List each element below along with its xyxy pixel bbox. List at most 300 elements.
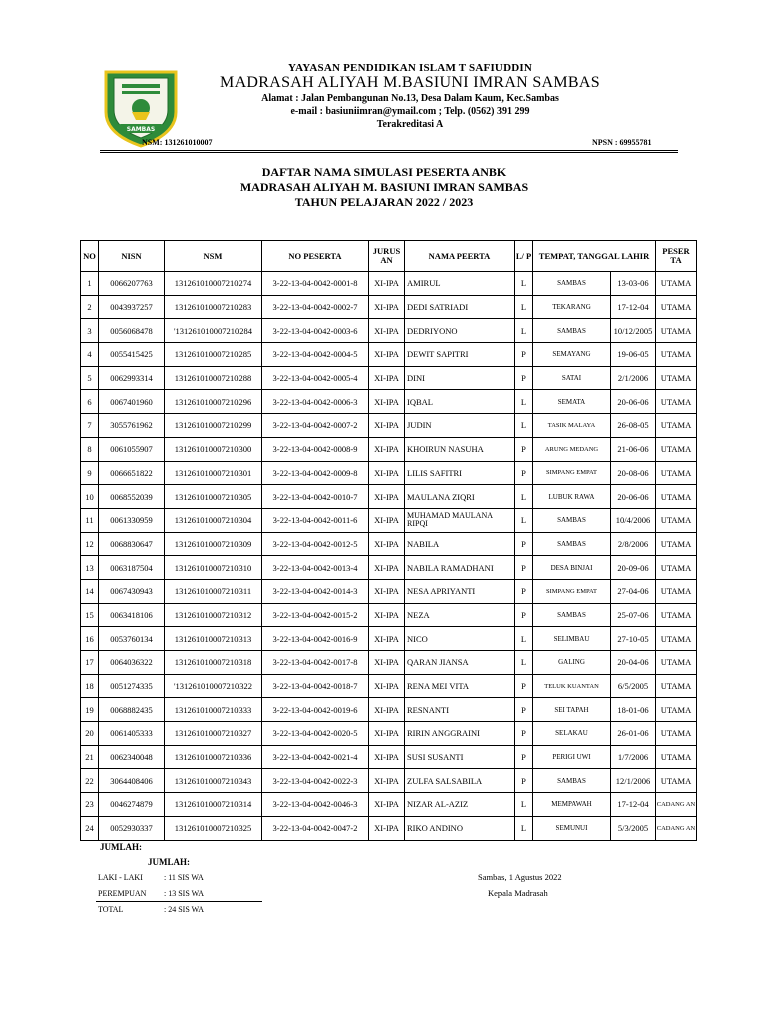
table-row bbox=[81, 272, 697, 296]
cell-no: 18 bbox=[81, 674, 99, 698]
cell-tempat: LUBUK RAWA bbox=[533, 485, 611, 509]
cell-nama: MUHAMAD MAULANA RIPQI bbox=[405, 508, 515, 532]
cell-tanggal: 12/1/2006 bbox=[611, 769, 656, 793]
cell-no-peserta: 3-22-13-04-0042-0014-3 bbox=[262, 579, 369, 603]
cell-nisn: 0066207763 bbox=[99, 272, 165, 296]
cell-status: UTAMA bbox=[656, 485, 697, 509]
cell-tanggal: 27-10-05 bbox=[611, 627, 656, 651]
foundation-name: YAYASAN PENDIDIKAN ISLAM T SAFIUDDIN bbox=[288, 62, 532, 74]
cell-lp: L bbox=[515, 485, 533, 509]
table-row bbox=[81, 343, 697, 367]
cell-lp: L bbox=[515, 390, 533, 414]
cell-status: UTAMA bbox=[656, 366, 697, 390]
cell-lp: L bbox=[515, 651, 533, 675]
cell-nama: NESA APRIYANTI bbox=[405, 579, 515, 603]
cell-tanggal: 26-01-06 bbox=[611, 722, 656, 746]
title-line-1: DAFTAR NAMA SIMULASI PESERTA ANBK bbox=[261, 165, 507, 179]
cell-nisn: 0068882435 bbox=[99, 698, 165, 722]
cell-no: 22 bbox=[81, 769, 99, 793]
svg-text:SAMBAS: SAMBAS bbox=[126, 126, 156, 133]
cell-no: 23 bbox=[81, 793, 99, 817]
cell-nsm: 131261010007210310 bbox=[165, 556, 262, 580]
cell-nisn: 0067430943 bbox=[99, 579, 165, 603]
cell-no: 21 bbox=[81, 745, 99, 769]
cell-jurusan: XI-IPA bbox=[369, 698, 405, 722]
cell-no-peserta: 3-22-13-04-0042-0006-3 bbox=[262, 390, 369, 414]
table-row bbox=[81, 414, 697, 438]
cell-tanggal: 27-04-06 bbox=[611, 579, 656, 603]
cell-status: CADANG AN bbox=[656, 793, 697, 817]
cell-status: UTAMA bbox=[656, 603, 697, 627]
cell-status: UTAMA bbox=[656, 343, 697, 367]
summary-laki-label: LAKI - LAKI bbox=[98, 873, 143, 882]
cell-jurusan: XI-IPA bbox=[369, 272, 405, 296]
cell-jurusan: XI-IPA bbox=[369, 508, 405, 532]
cell-no: 20 bbox=[81, 722, 99, 746]
cell-status: UTAMA bbox=[656, 722, 697, 746]
summary-jumlah-1: JUMLAH: bbox=[100, 842, 142, 852]
cell-status: UTAMA bbox=[656, 556, 697, 580]
cell-nsm: 131261010007210296 bbox=[165, 390, 262, 414]
cell-no: 24 bbox=[81, 816, 99, 840]
cell-nama: RIRIN ANGGRAINI bbox=[405, 722, 515, 746]
npsn-number: NPSN : 69955781 bbox=[592, 138, 652, 147]
cell-nisn: 0043937257 bbox=[99, 295, 165, 319]
cell-no-peserta: 3-22-13-04-0042-0011-6 bbox=[262, 508, 369, 532]
table-row bbox=[81, 366, 697, 390]
cell-tanggal: 19-06-05 bbox=[611, 343, 656, 367]
table-row bbox=[81, 532, 697, 556]
cell-nsm: 131261010007210283 bbox=[165, 295, 262, 319]
cell-nisn: 3055761962 bbox=[99, 414, 165, 438]
cell-jurusan: XI-IPA bbox=[369, 674, 405, 698]
col-no-peserta: NO PESERTA bbox=[262, 241, 369, 272]
cell-nsm: 131261010007210300 bbox=[165, 437, 262, 461]
cell-no: 10 bbox=[81, 485, 99, 509]
cell-nsm: 131261010007210318 bbox=[165, 651, 262, 675]
cell-nsm: 131261010007210311 bbox=[165, 579, 262, 603]
cell-nama: DEDRIYONO bbox=[405, 319, 515, 343]
cell-jurusan: XI-IPA bbox=[369, 532, 405, 556]
table-row bbox=[81, 698, 697, 722]
cell-jurusan: XI-IPA bbox=[369, 722, 405, 746]
cell-no-peserta: 3-22-13-04-0042-0009-8 bbox=[262, 461, 369, 485]
cell-nisn: 0062993314 bbox=[99, 366, 165, 390]
cell-no-peserta: 3-22-13-04-0042-0003-6 bbox=[262, 319, 369, 343]
cell-status: UTAMA bbox=[656, 414, 697, 438]
cell-nisn: 0066651822 bbox=[99, 461, 165, 485]
cell-nama: RIKO ANDINO bbox=[405, 816, 515, 840]
cell-no: 3 bbox=[81, 319, 99, 343]
cell-tanggal: 20-08-06 bbox=[611, 461, 656, 485]
cell-no: 12 bbox=[81, 532, 99, 556]
cell-nama: RENA MEI VITA bbox=[405, 674, 515, 698]
cell-no-peserta: 3-22-13-04-0042-0017-8 bbox=[262, 651, 369, 675]
signature-position: Kepala Madrasah bbox=[488, 888, 548, 898]
col-jurusan: JURUS AN bbox=[369, 241, 405, 272]
cell-status: UTAMA bbox=[656, 674, 697, 698]
cell-nsm: '131261010007210284 bbox=[165, 319, 262, 343]
cell-tanggal: 1/7/2006 bbox=[611, 745, 656, 769]
cell-lp: P bbox=[515, 745, 533, 769]
col-no: NO bbox=[81, 241, 99, 272]
col-nsm: NSM bbox=[165, 241, 262, 272]
cell-tempat: DESA BINJAI bbox=[533, 556, 611, 580]
cell-no-peserta: 3-22-13-04-0042-0012-5 bbox=[262, 532, 369, 556]
cell-nisn: 0061405333 bbox=[99, 722, 165, 746]
table-row bbox=[81, 651, 697, 675]
cell-no-peserta: 3-22-13-04-0042-0018-7 bbox=[262, 674, 369, 698]
summary-jumlah-2: JUMLAH: bbox=[148, 857, 190, 867]
cell-nama: NABILA bbox=[405, 532, 515, 556]
cell-nsm: 131261010007210305 bbox=[165, 485, 262, 509]
cell-tempat: GALING bbox=[533, 651, 611, 675]
table-row bbox=[81, 319, 697, 343]
cell-no-peserta: 3-22-13-04-0042-0008-9 bbox=[262, 437, 369, 461]
cell-lp: P bbox=[515, 722, 533, 746]
cell-jurusan: XI-IPA bbox=[369, 603, 405, 627]
title-line-2: MADRASAH ALIYAH M. BASIUNI IMRAN SAMBAS bbox=[239, 180, 529, 194]
cell-lp: P bbox=[515, 343, 533, 367]
cell-nama: SUSI SUSANTI bbox=[405, 745, 515, 769]
cell-nama: DINI bbox=[405, 366, 515, 390]
table-row bbox=[81, 508, 697, 532]
cell-status: UTAMA bbox=[656, 698, 697, 722]
cell-lp: P bbox=[515, 437, 533, 461]
cell-lp: L bbox=[515, 627, 533, 651]
cell-lp: L bbox=[515, 272, 533, 296]
col-nama: NAMA PEERTA bbox=[405, 241, 515, 272]
cell-nsm: 131261010007210301 bbox=[165, 461, 262, 485]
cell-no: 17 bbox=[81, 651, 99, 675]
cell-no: 5 bbox=[81, 366, 99, 390]
cell-nisn: 0062340048 bbox=[99, 745, 165, 769]
cell-nsm: 131261010007210288 bbox=[165, 366, 262, 390]
cell-tempat: SELAKAU bbox=[533, 722, 611, 746]
cell-nsm: 131261010007210299 bbox=[165, 414, 262, 438]
cell-no-peserta: 3-22-13-04-0042-0022-3 bbox=[262, 769, 369, 793]
cell-lp: L bbox=[515, 816, 533, 840]
cell-nisn: 0056068478 bbox=[99, 319, 165, 343]
cell-jurusan: XI-IPA bbox=[369, 295, 405, 319]
cell-jurusan: XI-IPA bbox=[369, 461, 405, 485]
cell-no-peserta: 3-22-13-04-0042-0019-6 bbox=[262, 698, 369, 722]
cell-jurusan: XI-IPA bbox=[369, 579, 405, 603]
cell-tempat: SAMBAS bbox=[533, 769, 611, 793]
cell-tanggal: 17-12-04 bbox=[611, 793, 656, 817]
cell-tanggal: 6/5/2005 bbox=[611, 674, 656, 698]
cell-tanggal: 26-08-05 bbox=[611, 414, 656, 438]
cell-lp: P bbox=[515, 366, 533, 390]
cell-nama: NICO bbox=[405, 627, 515, 651]
cell-tanggal: 5/3/2005 bbox=[611, 816, 656, 840]
cell-lp: L bbox=[515, 319, 533, 343]
cell-tempat: SAMBAS bbox=[533, 272, 611, 296]
table-row bbox=[81, 390, 697, 414]
cell-no: 1 bbox=[81, 272, 99, 296]
summary-perempuan-value: : 13 SIS WA bbox=[164, 889, 205, 898]
cell-tanggal: 20-04-06 bbox=[611, 651, 656, 675]
cell-nisn: 0068552039 bbox=[99, 485, 165, 509]
cell-nama: RESNANTI bbox=[405, 698, 515, 722]
cell-jurusan: XI-IPA bbox=[369, 769, 405, 793]
cell-nsm: 131261010007210327 bbox=[165, 722, 262, 746]
cell-jurusan: XI-IPA bbox=[369, 556, 405, 580]
cell-nama: ZULFA SALSABILA bbox=[405, 769, 515, 793]
cell-status: UTAMA bbox=[656, 272, 697, 296]
school-contact: e-mail : basiuniimran@ymail.com ; Telp. (0562) 391 299 bbox=[290, 106, 530, 117]
cell-nisn: 0051274335 bbox=[99, 674, 165, 698]
cell-status: UTAMA bbox=[656, 390, 697, 414]
cell-tempat: SATAI bbox=[533, 366, 611, 390]
cell-no: 13 bbox=[81, 556, 99, 580]
cell-lp: P bbox=[515, 556, 533, 580]
cell-tempat: SAMBAS bbox=[533, 603, 611, 627]
summary-total-value: : 24 SIS WA bbox=[164, 905, 205, 914]
cell-tanggal: 25-07-06 bbox=[611, 603, 656, 627]
col-ttl: TEMPAT, TANGGAL LAHIR bbox=[533, 241, 656, 272]
cell-tanggal: 20-06-06 bbox=[611, 390, 656, 414]
cell-tanggal: 18-01-06 bbox=[611, 698, 656, 722]
cell-lp: P bbox=[515, 674, 533, 698]
cell-nisn: 0046274879 bbox=[99, 793, 165, 817]
col-lp: L/ P bbox=[515, 241, 533, 272]
cell-status: UTAMA bbox=[656, 508, 697, 532]
cell-no: 6 bbox=[81, 390, 99, 414]
summary-laki-value: : 11 SIS WA bbox=[164, 873, 204, 882]
cell-nama: DEDI SATRIADI bbox=[405, 295, 515, 319]
cell-jurusan: XI-IPA bbox=[369, 414, 405, 438]
cell-lp: P bbox=[515, 532, 533, 556]
table-row bbox=[81, 745, 697, 769]
cell-no-peserta: 3-22-13-04-0042-0015-2 bbox=[262, 603, 369, 627]
cell-no: 11 bbox=[81, 508, 99, 532]
cell-tempat: PERIGI UWI bbox=[533, 745, 611, 769]
cell-tanggal: 20-06-06 bbox=[611, 485, 656, 509]
cell-nsm: 131261010007210314 bbox=[165, 793, 262, 817]
cell-lp: P bbox=[515, 579, 533, 603]
cell-jurusan: XI-IPA bbox=[369, 343, 405, 367]
cell-lp: L bbox=[515, 793, 533, 817]
cell-tempat: SIMPANG EMPAT bbox=[533, 461, 611, 485]
cell-lp: P bbox=[515, 603, 533, 627]
cell-nsm: 131261010007210325 bbox=[165, 816, 262, 840]
cell-status: UTAMA bbox=[656, 769, 697, 793]
table-row bbox=[81, 437, 697, 461]
cell-nisn: 0063418106 bbox=[99, 603, 165, 627]
cell-jurusan: XI-IPA bbox=[369, 319, 405, 343]
cell-nisn: 0055415425 bbox=[99, 343, 165, 367]
cell-jurusan: XI-IPA bbox=[369, 816, 405, 840]
cell-nisn: 0052930337 bbox=[99, 816, 165, 840]
table-row bbox=[81, 579, 697, 603]
cell-nama: KHOIRUN NASUHA bbox=[405, 437, 515, 461]
cell-nsm: 131261010007210274 bbox=[165, 272, 262, 296]
cell-tanggal: 20-09-06 bbox=[611, 556, 656, 580]
cell-jurusan: XI-IPA bbox=[369, 745, 405, 769]
cell-nama: JUDIN bbox=[405, 414, 515, 438]
cell-no: 16 bbox=[81, 627, 99, 651]
cell-no-peserta: 3-22-13-04-0042-0001-8 bbox=[262, 272, 369, 296]
cell-jurusan: XI-IPA bbox=[369, 437, 405, 461]
table-row bbox=[81, 816, 697, 840]
cell-tanggal: 17-12-04 bbox=[611, 295, 656, 319]
cell-nama: MAULANA ZIQRI bbox=[405, 485, 515, 509]
cell-nama: IQBAL bbox=[405, 390, 515, 414]
cell-status: UTAMA bbox=[656, 745, 697, 769]
cell-no-peserta: 3-22-13-04-0042-0021-4 bbox=[262, 745, 369, 769]
table-row bbox=[81, 461, 697, 485]
cell-no-peserta: 3-22-13-04-0042-0005-4 bbox=[262, 366, 369, 390]
table-row bbox=[81, 556, 697, 580]
cell-status: UTAMA bbox=[656, 579, 697, 603]
cell-jurusan: XI-IPA bbox=[369, 366, 405, 390]
cell-nsm: 131261010007210333 bbox=[165, 698, 262, 722]
header-divider bbox=[100, 150, 678, 153]
summary-divider bbox=[96, 901, 262, 902]
cell-tanggal: 10/4/2006 bbox=[611, 508, 656, 532]
cell-nsm: 131261010007210304 bbox=[165, 508, 262, 532]
cell-no: 7 bbox=[81, 414, 99, 438]
cell-nisn: 0067401960 bbox=[99, 390, 165, 414]
cell-no: 9 bbox=[81, 461, 99, 485]
table-row bbox=[81, 674, 697, 698]
cell-no-peserta: 3-22-13-04-0042-0002-7 bbox=[262, 295, 369, 319]
school-address: Alamat : Jalan Pembangunan No.13, Desa Dalam Kaum, Kec.Sambas bbox=[261, 93, 559, 104]
cell-status: UTAMA bbox=[656, 319, 697, 343]
cell-no-peserta: 3-22-13-04-0042-0016-9 bbox=[262, 627, 369, 651]
col-peserta: PESER TA bbox=[656, 241, 697, 272]
signature-place-date: Sambas, 1 Agustus 2022 bbox=[478, 872, 562, 882]
cell-nsm: 131261010007210309 bbox=[165, 532, 262, 556]
cell-tempat: SEI TAPAH bbox=[533, 698, 611, 722]
cell-nsm: 131261010007210313 bbox=[165, 627, 262, 651]
cell-nama: NIZAR AL-AZIZ bbox=[405, 793, 515, 817]
table-row bbox=[81, 295, 697, 319]
cell-no-peserta: 3-22-13-04-0042-0013-4 bbox=[262, 556, 369, 580]
cell-no-peserta: 3-22-13-04-0042-0010-7 bbox=[262, 485, 369, 509]
cell-tempat: SAMBAS bbox=[533, 508, 611, 532]
school-name: MADRASAH ALIYAH M.BASIUNI IMRAN SAMBAS bbox=[220, 74, 600, 91]
cell-tempat: SAMBAS bbox=[533, 319, 611, 343]
cell-no-peserta: 3-22-13-04-0042-0046-3 bbox=[262, 793, 369, 817]
table-row bbox=[81, 485, 697, 509]
cell-no: 8 bbox=[81, 437, 99, 461]
table-row bbox=[81, 769, 697, 793]
cell-nsm: 131261010007210336 bbox=[165, 745, 262, 769]
cell-lp: P bbox=[515, 461, 533, 485]
participants-table bbox=[80, 240, 697, 841]
cell-tanggal: 21-06-06 bbox=[611, 437, 656, 461]
cell-nama: NABILA RAMADHANI bbox=[405, 556, 515, 580]
cell-tanggal: 10/12/2005 bbox=[611, 319, 656, 343]
cell-tempat: SELIMBAU bbox=[533, 627, 611, 651]
cell-jurusan: XI-IPA bbox=[369, 651, 405, 675]
cell-tempat: TELUK KUANTAN bbox=[533, 674, 611, 698]
cell-nisn: 0061330959 bbox=[99, 508, 165, 532]
cell-status: UTAMA bbox=[656, 461, 697, 485]
table-row bbox=[81, 627, 697, 651]
col-nisn: NISN bbox=[99, 241, 165, 272]
cell-jurusan: XI-IPA bbox=[369, 793, 405, 817]
cell-lp: P bbox=[515, 698, 533, 722]
table-row bbox=[81, 793, 697, 817]
cell-no-peserta: 3-22-13-04-0042-0047-2 bbox=[262, 816, 369, 840]
cell-nsm: '131261010007210322 bbox=[165, 674, 262, 698]
document-title bbox=[0, 165, 768, 210]
school-logo-icon bbox=[100, 68, 182, 148]
cell-no-peserta: 3-22-13-04-0042-0020-5 bbox=[262, 722, 369, 746]
cell-nisn: 0068830647 bbox=[99, 532, 165, 556]
cell-status: CADANG AN bbox=[656, 816, 697, 840]
cell-tempat: SIMPANG EMPAT bbox=[533, 579, 611, 603]
cell-no-peserta: 3-22-13-04-0042-0007-2 bbox=[262, 414, 369, 438]
cell-nisn: 0053760134 bbox=[99, 627, 165, 651]
cell-nsm: 131261010007210343 bbox=[165, 769, 262, 793]
cell-nisn: 3064408406 bbox=[99, 769, 165, 793]
cell-status: UTAMA bbox=[656, 532, 697, 556]
cell-nisn: 0064036322 bbox=[99, 651, 165, 675]
cell-jurusan: XI-IPA bbox=[369, 390, 405, 414]
cell-lp: L bbox=[515, 508, 533, 532]
cell-jurusan: XI-IPA bbox=[369, 627, 405, 651]
cell-lp: L bbox=[515, 295, 533, 319]
cell-no: 19 bbox=[81, 698, 99, 722]
table-header-row bbox=[81, 241, 697, 272]
cell-nama: LILIS SAFITRI bbox=[405, 461, 515, 485]
cell-tanggal: 2/1/2006 bbox=[611, 366, 656, 390]
cell-no: 2 bbox=[81, 295, 99, 319]
school-accreditation: Terakreditasi A bbox=[376, 119, 444, 130]
cell-tempat: SEMAYANG bbox=[533, 343, 611, 367]
cell-nama: NEZA bbox=[405, 603, 515, 627]
cell-tanggal: 2/8/2006 bbox=[611, 532, 656, 556]
cell-nama: QARAN JIANSA bbox=[405, 651, 515, 675]
table-row bbox=[81, 722, 697, 746]
cell-no-peserta: 3-22-13-04-0042-0004-5 bbox=[262, 343, 369, 367]
cell-tempat: MEMPAWAH bbox=[533, 793, 611, 817]
cell-tanggal: 13-03-06 bbox=[611, 272, 656, 296]
table-row bbox=[81, 603, 697, 627]
cell-status: UTAMA bbox=[656, 295, 697, 319]
summary-total-label: TOTAL bbox=[98, 905, 124, 914]
letterhead-text bbox=[200, 62, 620, 131]
cell-nsm: 131261010007210285 bbox=[165, 343, 262, 367]
cell-tempat: TEKARANG bbox=[533, 295, 611, 319]
cell-status: UTAMA bbox=[656, 651, 697, 675]
cell-nama: AMIRUL bbox=[405, 272, 515, 296]
cell-tempat: TASIK MALAYA bbox=[533, 414, 611, 438]
cell-tempat: ARUNG MEDANG bbox=[533, 437, 611, 461]
cell-tempat: SAMBAS bbox=[533, 532, 611, 556]
cell-no: 15 bbox=[81, 603, 99, 627]
cell-lp: P bbox=[515, 769, 533, 793]
cell-jurusan: XI-IPA bbox=[369, 485, 405, 509]
cell-nama: DEWIT SAPITRI bbox=[405, 343, 515, 367]
cell-nisn: 0063187504 bbox=[99, 556, 165, 580]
cell-nisn: 0061055907 bbox=[99, 437, 165, 461]
cell-nsm: 131261010007210312 bbox=[165, 603, 262, 627]
cell-tempat: SEMATA bbox=[533, 390, 611, 414]
cell-lp: L bbox=[515, 414, 533, 438]
summary-perempuan-label: PEREMPUAN bbox=[98, 889, 147, 898]
nsm-number: NSM: 131261010007 bbox=[142, 138, 213, 147]
cell-status: UTAMA bbox=[656, 627, 697, 651]
cell-no: 4 bbox=[81, 343, 99, 367]
cell-status: UTAMA bbox=[656, 437, 697, 461]
title-line-3: TAHUN PELAJARAN 2022 / 2023 bbox=[294, 195, 474, 209]
cell-no: 14 bbox=[81, 579, 99, 603]
